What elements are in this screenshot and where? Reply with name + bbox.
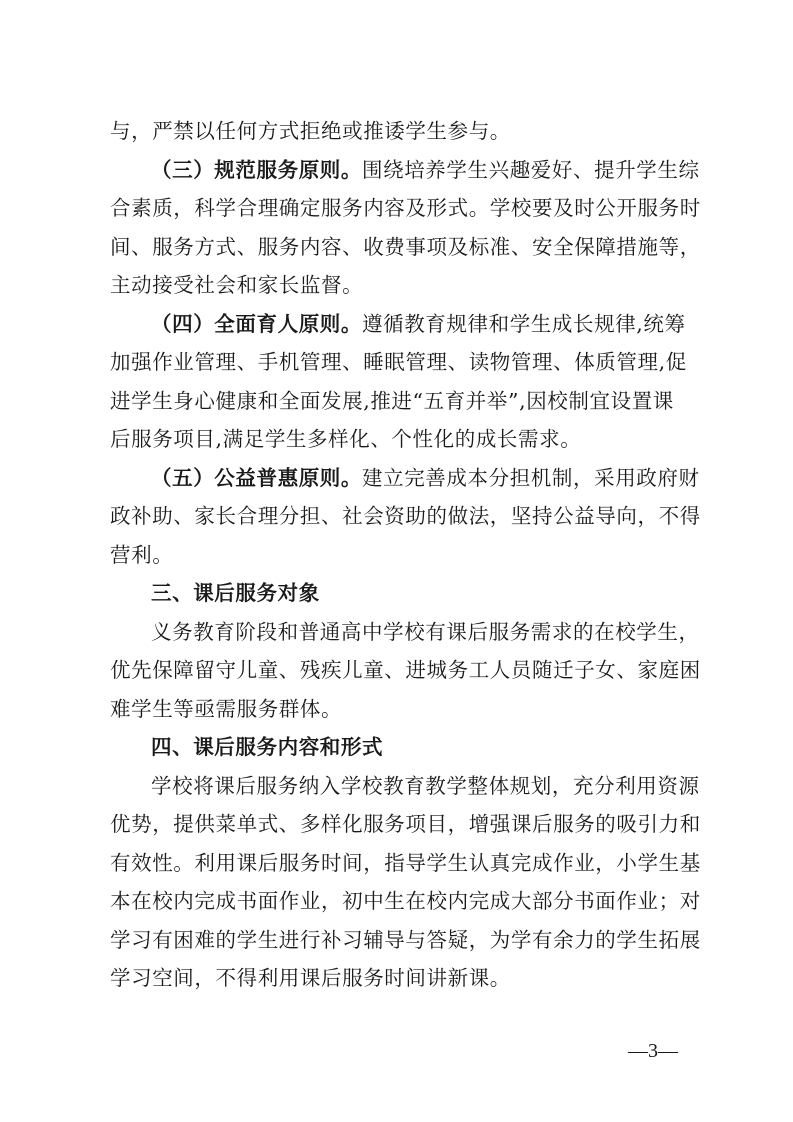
document-page	[110, 112, 700, 998]
principle-5-lead: （五）公益普惠原则。	[151, 465, 362, 490]
content-line-6: 学习空间，不得利用课后服务时间讲新课。	[110, 966, 511, 990]
principle-4-line-3: 进学生身心健康和全面发展,推进“五育并举”,因校制宜设置课	[110, 388, 674, 413]
principle-3-line-1	[110, 151, 700, 190]
principle-4-line-2: 加强作业管理、手机管理、睡眠管理、读物管理、体质管理,促	[110, 350, 687, 374]
principle-4-line-1	[110, 305, 700, 344]
principle-4-lead: （四）全面育人原则。	[151, 311, 362, 336]
content-line-5: 学习有困难的学生进行补习辅导与答疑，为学有余力的学生拓展	[110, 927, 701, 952]
targets-line-3: 难学生等亟需服务群体。	[110, 696, 343, 721]
principle-5-text: 建立完善成本分担机制，采用政府财	[362, 465, 700, 490]
principle-3-line-3: 间、服务方式、服务内容、收费事项及标准、安全保障措施等，	[110, 234, 701, 259]
section-heading-service-targets: 三、课后服务对象	[151, 581, 320, 605]
principle-3-lead: （三）规范服务原则。	[151, 157, 362, 182]
principle-4-line-4: 后服务项目,满足学生多样化、个性化的成长需求。	[110, 427, 582, 451]
paragraph-continuation-line: 与，严禁以任何方式拒绝或推诿学生参与。	[110, 119, 511, 143]
targets-line-2: 优先保障留守儿童、残疾儿童、进城务工人员随迁子女、家庭困	[110, 658, 701, 682]
content-line-4: 本在校内完成书面作业，初中生在校内完成大部分书面作业；对	[110, 889, 701, 913]
principle-5-line-1	[110, 459, 700, 498]
principle-3-line-2: 合素质，科学合理确定服务内容及形式。学校要及时公开服务时	[110, 196, 701, 220]
principle-5-line-3: 营利。	[110, 542, 174, 567]
targets-line-1: 义务教育阶段和普通高中学校有课后服务需求的在校学生，	[151, 619, 700, 644]
principle-3-line-4: 主动接受社会和家长监督。	[110, 273, 364, 297]
content-line-3: 有效性。利用课后服务时间，指导学生认真完成作业，小学生基	[110, 850, 701, 875]
section-heading-service-content: 四、课后服务内容和形式	[151, 735, 384, 759]
principle-4-text: 遵循教育规律和学生成长规律,统筹	[362, 311, 686, 336]
principle-3-text: 围绕培养学生兴趣爱好、提升学生综	[362, 157, 700, 182]
content-line-1: 学校将课后服务纳入学校教育教学整体规划，充分利用资源	[151, 773, 700, 798]
page-number: —3—	[628, 1040, 678, 1062]
content-line-2: 优势，提供菜单式、多样化服务项目，增强课后服务的吸引力和	[110, 812, 701, 836]
principle-5-line-2: 政补助、家长合理分担、社会资助的做法，坚持公益导向，不得	[110, 504, 701, 528]
